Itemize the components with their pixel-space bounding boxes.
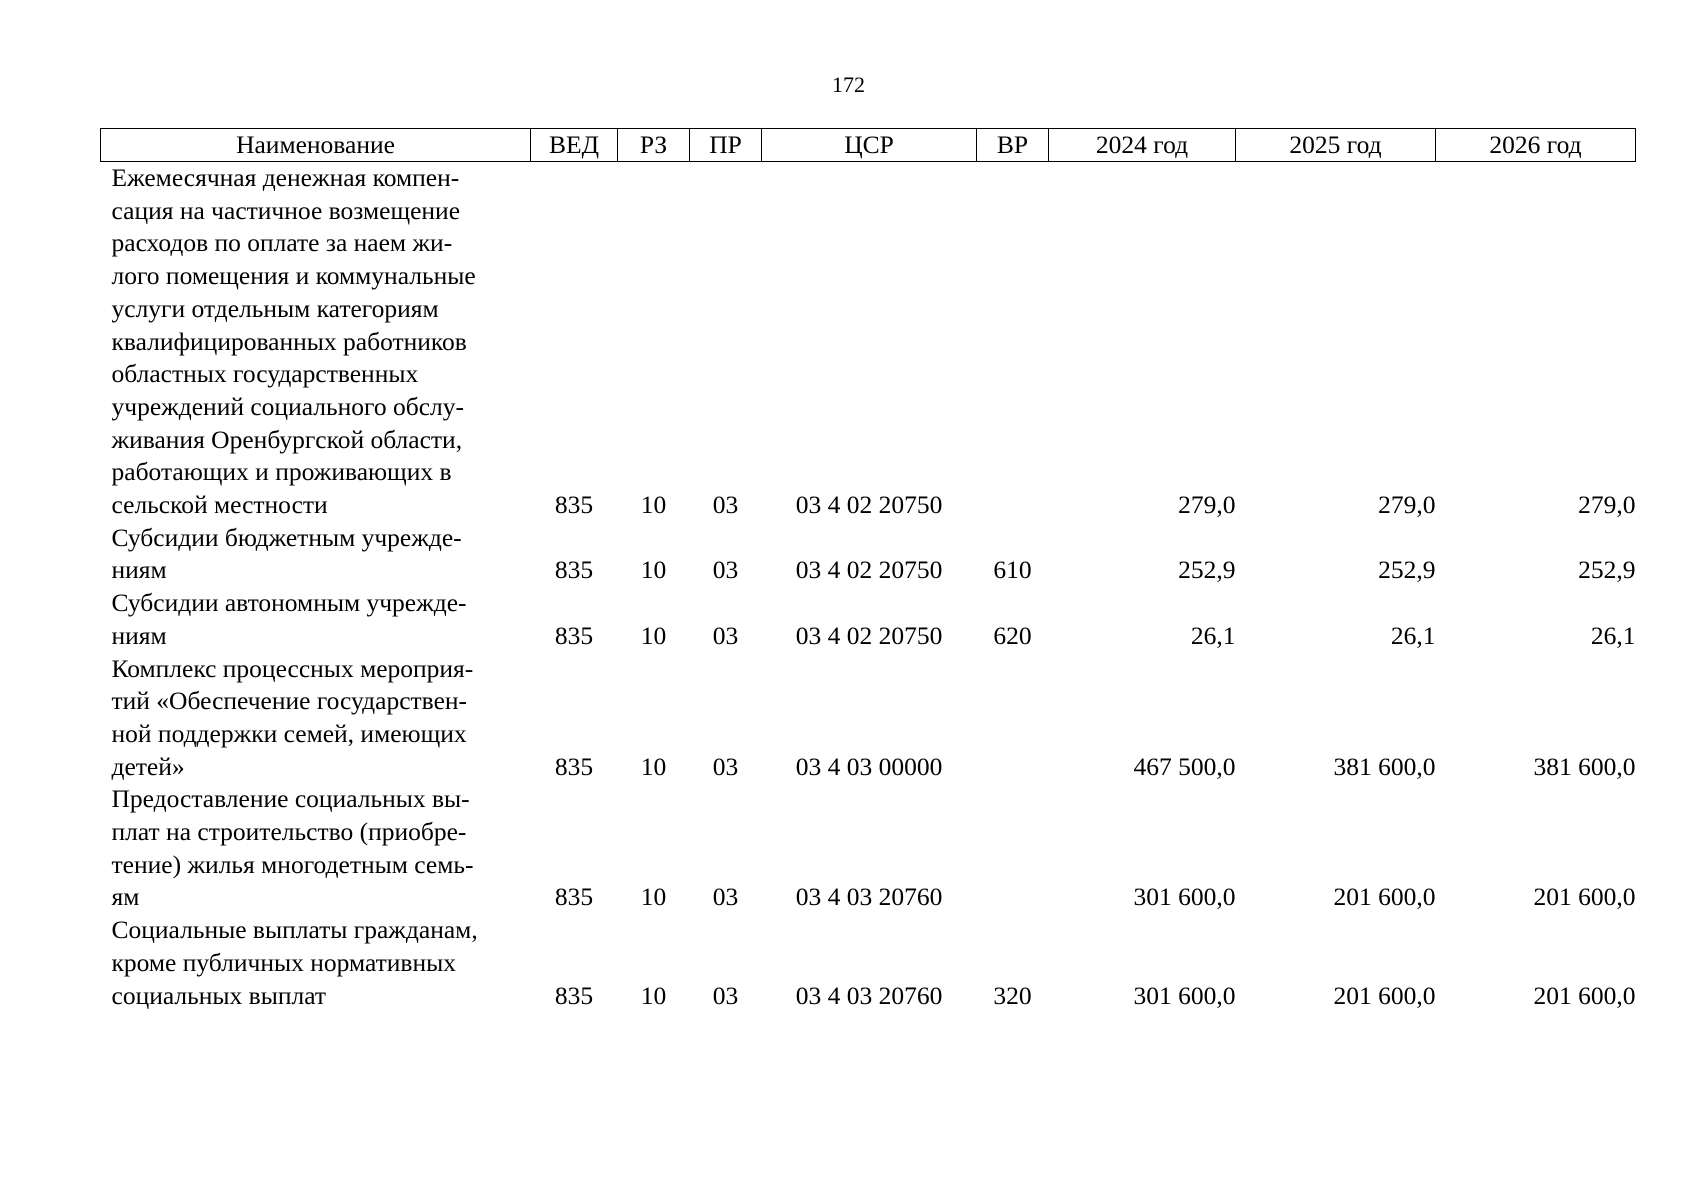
cell-pr: 03	[712, 980, 739, 1010]
header-2024: 2024 год	[1049, 129, 1236, 162]
cell-2026: 201 600,0	[1533, 980, 1636, 1010]
cell-vr: 610	[993, 555, 1032, 585]
name-line: учреждений социального обслу-	[111, 391, 464, 421]
table-body	[101, 162, 1636, 1013]
table-row	[101, 914, 1636, 1012]
cell-rz: 10	[640, 620, 667, 650]
name-line: ям	[111, 882, 140, 912]
cell-ved: 835	[554, 555, 594, 585]
cell-2024: 252,9	[1178, 555, 1236, 585]
name-line: квалифицированных работников	[111, 326, 467, 356]
name-line: лого помещения и коммунальные	[111, 261, 476, 291]
name-line: тение) жилья многодетным семь-	[111, 849, 474, 879]
name-line: Предоставление социальных вы-	[111, 784, 470, 814]
cell-pr: 03	[712, 620, 739, 650]
header-2026: 2026 год	[1436, 129, 1636, 162]
header-pr: ПР	[690, 129, 762, 162]
cell-rz: 10	[640, 882, 667, 912]
table-header	[101, 129, 1636, 162]
cell-2025: 26,1	[1390, 620, 1436, 650]
name-line: Субсидии автономным учрежде-	[111, 588, 467, 618]
name-line: сельской местности	[111, 490, 328, 520]
header-rz: РЗ	[618, 129, 690, 162]
name-line: ниям	[111, 555, 167, 585]
cell-2024: 279,0	[1178, 490, 1236, 520]
cell-2026: 279,0	[1578, 490, 1636, 520]
cell-ved: 835	[554, 751, 594, 781]
cell-2024: 26,1	[1190, 620, 1236, 650]
budget-table	[100, 128, 1636, 1012]
cell-2025: 252,9	[1378, 555, 1436, 585]
header-csr: ЦСР	[762, 129, 977, 162]
header-ved: ВЕД	[531, 129, 618, 162]
table-row	[101, 783, 1636, 914]
cell-csr: 03 4 03 20760	[795, 882, 943, 912]
name-line: детей»	[111, 751, 185, 781]
cell-name	[101, 914, 531, 1012]
name-line: ной поддержки семей, имеющих	[111, 718, 467, 748]
table-row	[101, 162, 1636, 522]
cell-ved: 835	[554, 882, 594, 912]
cell-name	[101, 522, 531, 587]
name-line: Социальные выплаты гражданам,	[111, 915, 478, 945]
name-line: социальных выплат	[111, 980, 327, 1010]
cell-2024: 301 600,0	[1133, 882, 1236, 912]
header-name: Наименование	[101, 129, 531, 162]
cell-ved: 835	[554, 980, 594, 1010]
cell-2026: 252,9	[1578, 555, 1636, 585]
cell-pr: 03	[712, 882, 739, 912]
cell-2026: 381 600,0	[1533, 751, 1636, 781]
name-line: областных государственных	[111, 359, 419, 389]
cell-2026: 201 600,0	[1533, 882, 1636, 912]
table-row	[101, 522, 1636, 587]
header-vr: ВР	[977, 129, 1049, 162]
cell-2025: 201 600,0	[1333, 980, 1436, 1010]
name-line: кроме публичных нормативных	[111, 947, 456, 977]
cell-2026: 26,1	[1590, 620, 1636, 650]
cell-name	[101, 162, 531, 522]
cell-2024: 467 500,0	[1133, 751, 1236, 781]
table-row	[101, 653, 1636, 784]
cell-2025: 381 600,0	[1333, 751, 1436, 781]
name-line: плат на строительство (приобре-	[111, 817, 467, 847]
header-row	[101, 129, 1636, 162]
cell-2025: 279,0	[1378, 490, 1436, 520]
cell-2025: 201 600,0	[1333, 882, 1436, 912]
cell-rz: 10	[640, 555, 667, 585]
name-line: расходов по оплате за наем жи-	[111, 228, 453, 258]
cell-vr	[977, 653, 1049, 784]
name-line: Субсидии бюджетным учрежде-	[111, 522, 462, 552]
cell-vr	[977, 162, 1049, 522]
cell-pr: 03	[712, 555, 739, 585]
cell-name	[101, 783, 531, 914]
name-line: Ежемесячная денежная компен-	[111, 163, 460, 192]
name-line: сация на частичное возмещение	[111, 195, 461, 225]
cell-ved: 835	[554, 620, 594, 650]
cell-vr	[977, 783, 1049, 914]
cell-csr: 03 4 03 00000	[795, 751, 943, 781]
cell-name	[101, 653, 531, 784]
cell-rz: 10	[640, 751, 667, 781]
page-number: 172	[832, 72, 865, 97]
cell-csr: 03 4 02 20750	[795, 490, 943, 520]
cell-pr: 03	[712, 490, 739, 520]
table-row	[101, 587, 1636, 652]
cell-vr: 620	[993, 620, 1032, 650]
cell-2024: 301 600,0	[1133, 980, 1236, 1010]
cell-csr: 03 4 03 20760	[795, 980, 943, 1010]
name-line: работающих и проживающих в	[111, 457, 452, 487]
name-line: живания Оренбургской области,	[111, 424, 463, 454]
cell-rz: 10	[640, 980, 667, 1010]
name-line: Комплекс процессных мероприя-	[111, 653, 474, 683]
name-line: тий «Обеспечение государствен-	[111, 686, 468, 716]
cell-csr: 03 4 02 20750	[795, 620, 943, 650]
name-line: ниям	[111, 620, 167, 650]
name-line: услуги отдельным категориям	[111, 293, 439, 323]
cell-csr: 03 4 02 20750	[795, 555, 943, 585]
header-2025: 2025 год	[1236, 129, 1436, 162]
cell-name	[101, 587, 531, 652]
cell-ved: 835	[554, 490, 594, 520]
cell-vr: 320	[993, 980, 1032, 1010]
cell-pr: 03	[712, 751, 739, 781]
cell-rz: 10	[640, 490, 667, 520]
